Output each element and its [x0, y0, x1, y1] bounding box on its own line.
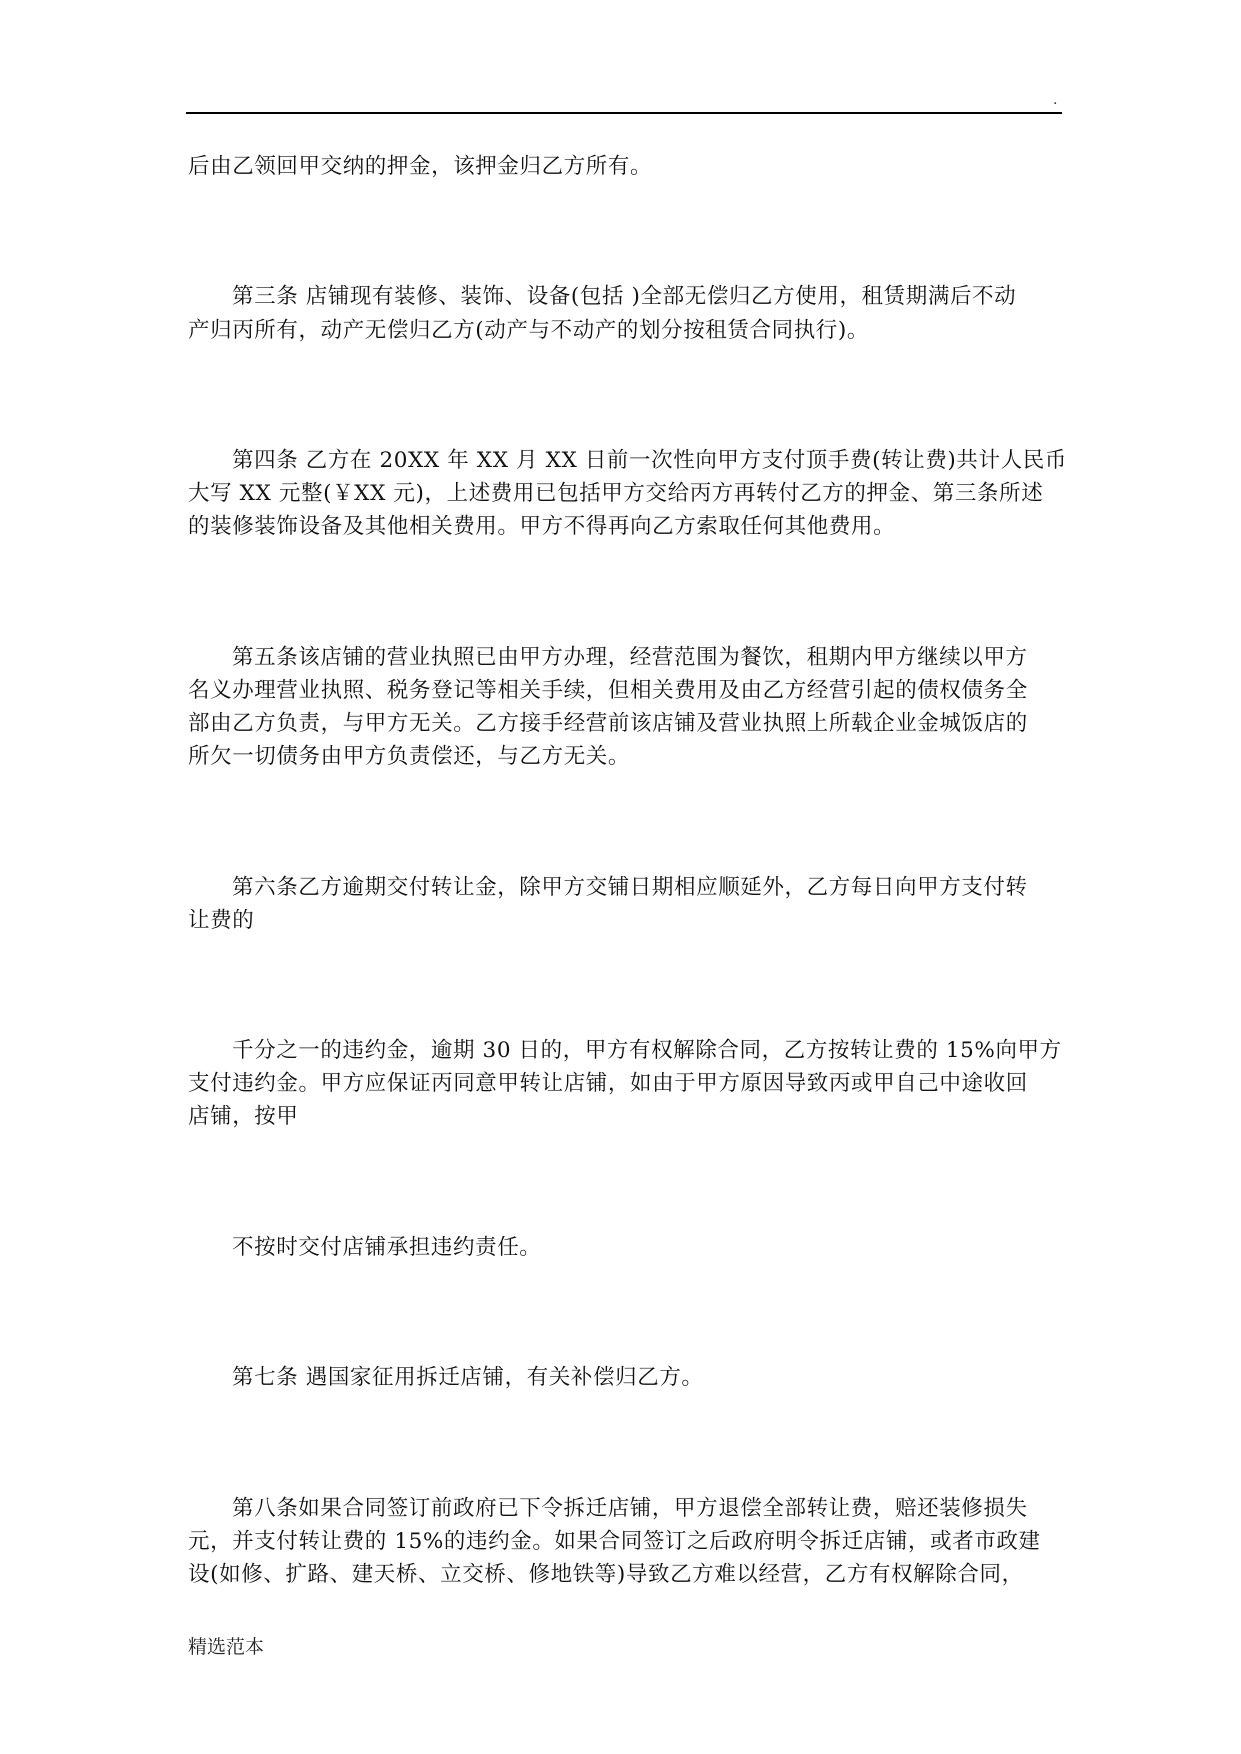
header-rule: [186, 112, 1062, 114]
header-mark: .: [1053, 92, 1058, 108]
text-line: 大写 XX 元整(￥XX 元)，上述费用已包括甲方交给丙方再转付乙方的押金、第三条所述: [188, 481, 1044, 506]
text-line: 第三条 店铺现有装修、装饰、设备(包括 )全部无偿归乙方使用，租赁期满后不动: [232, 284, 1017, 309]
text-line: 第七条 遇国家征用拆迁店铺，有关补偿归乙方。: [232, 1365, 704, 1390]
text-line: 千分之一的违约金，逾期 30 日的，甲方有权解除合同，乙方按转让费的 15%向甲方: [232, 1038, 1062, 1063]
text-line: 部由乙方负责，与甲方无关。乙方接手经营前该店铺及营业执照上所载企业金城饭店的: [188, 711, 1028, 736]
text-line: 的装修装饰设备及其他相关费用。甲方不得再向乙方索取任何其他费用。: [188, 514, 896, 539]
text-line: 名义办理营业执照、税务登记等相关手续，但相关费用及由乙方经营引起的债权债务全: [188, 678, 1028, 703]
text-line: 第四条 乙方在 20XX 年 XX 月 XX 日前一次性向甲方支付顶手费(转让费)共计人民币: [232, 448, 1067, 473]
text-line: 不按时交付店铺承担违约责任。: [232, 1235, 542, 1260]
text-line: 第六条乙方逾期交付转让金，除甲方交铺日期相应顺延外，乙方每日向甲方支付转: [232, 875, 1028, 900]
footer-label: 精选范本: [188, 1636, 265, 1658]
text-line: 第八条如果合同签订前政府已下令拆迁店铺，甲方退偿全部转让费，赔还装修损失: [232, 1496, 1028, 1521]
text-line: 元，并支付转让费的 15%的违约金。如果合同签订之后政府明令拆迁店铺，或者市政建: [188, 1529, 1041, 1554]
text-line: 所欠一切债务由甲方负责偿还，与乙方无关。: [188, 744, 631, 769]
text-line: 让费的: [188, 908, 255, 933]
text-line: 店铺，按甲: [188, 1104, 299, 1129]
text-line: 设(如修、扩路、建天桥、立交桥、修地铁等)导致乙方难以经营，乙方有权解除合同，: [188, 1562, 1024, 1587]
text-line: 第五条该店铺的营业执照已由甲方办理，经营范围为餐饮，租期内甲方继续以甲方: [232, 645, 1028, 670]
text-line: 产归丙所有，动产无偿归乙方(动产与不动产的划分按租赁合同执行)。: [188, 318, 869, 343]
text-line: 支付违约金。甲方应保证丙同意甲转让店铺，如由于甲方原因导致丙或甲自己中途收回: [188, 1071, 1028, 1096]
text-line: 后由乙领回甲交纳的押金，该押金归乙方所有。: [188, 154, 653, 179]
